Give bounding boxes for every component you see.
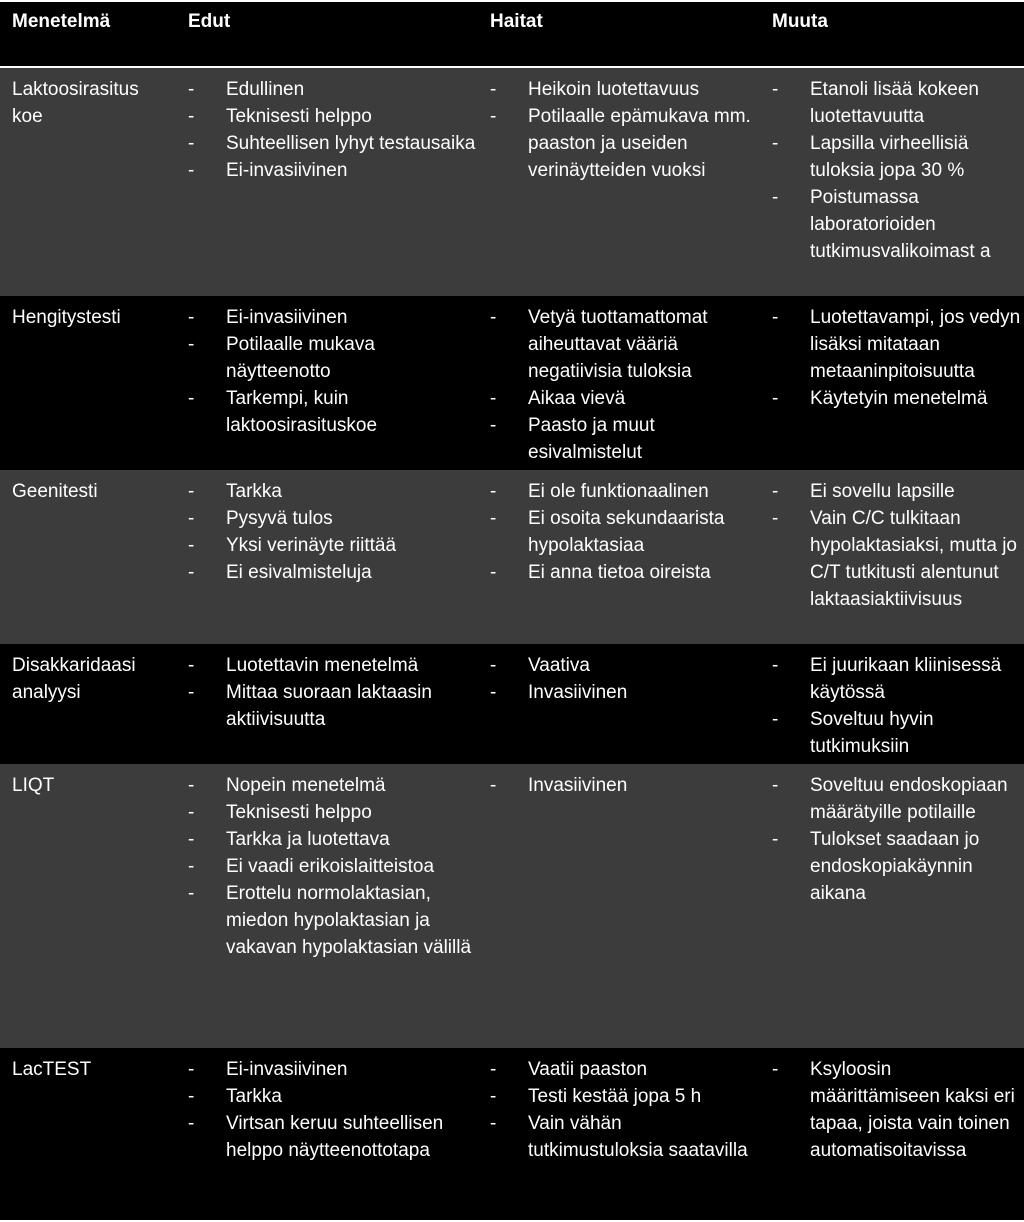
table-row (0, 1048, 1024, 1220)
list-item: - Poistumassa laboratorioiden tutkimusvalikoimast a (772, 187, 991, 262)
table-row (0, 68, 1024, 296)
cons-list (490, 76, 760, 184)
cons-list (490, 652, 760, 706)
list-item: - Ei-invasiivinen (188, 160, 348, 181)
list-item: - Tarkka (188, 1086, 282, 1107)
list-item: - Pysyvä tulos (188, 508, 333, 529)
pros-list (188, 772, 478, 961)
list-item: - Ei-invasiivinen (188, 1059, 348, 1080)
table-header (0, 2, 1024, 66)
cons-list (490, 478, 760, 586)
header-other: Muuta (772, 11, 828, 32)
list-item: - Vain C/C tulkitaan hypolaktasiaksi, mutta jo C/T tutkitusti alentunut laktaasiaktiivisuus (772, 508, 1017, 610)
list-item: - Ei anna tietoa oireista (490, 562, 711, 583)
list-item: - Soveltuu endoskopiaan määrätyille potilaille (772, 775, 1008, 823)
list-item: - Vaativa (490, 655, 590, 676)
pros-list (188, 76, 478, 184)
list-item: - Vain vähän tutkimustuloksia saatavilla (490, 1113, 748, 1161)
method-cell: Disakkaridaasi analyysi (12, 655, 136, 703)
other-list (772, 304, 1022, 412)
list-item: - Vaatii paaston (490, 1059, 648, 1080)
list-item: - Aikaa vievä (490, 388, 626, 409)
pros-list (188, 1056, 478, 1164)
other-list (772, 1056, 1022, 1164)
list-item: - Teknisesti helppo (188, 802, 372, 823)
list-item: - Ei ole funktionaalinen (490, 481, 709, 502)
other-list (772, 76, 1022, 265)
list-item: - Nopein menetelmä (188, 775, 386, 796)
method-cell: Geenitesti (12, 481, 98, 502)
list-item: - Lapsilla virheellisiä tuloksia jopa 30 % (772, 133, 969, 181)
list-item: - Suhteellisen lyhyt testausaika (188, 133, 476, 154)
pros-list (188, 304, 478, 439)
header-method: Menetelmä (12, 11, 111, 32)
list-item: - Tarkka ja luotettava (188, 829, 390, 850)
table-row (0, 764, 1024, 1048)
method-cell: Laktoosirasitus koe (12, 79, 139, 127)
list-item: - Erottelu normolaktasian, miedon hypolaktasian ja vakavan hypolaktasian välillä (188, 883, 472, 958)
list-item: - Käytetyin menetelmä (772, 388, 988, 409)
list-item: - Etanoli lisää kokeen luotettavuutta (772, 79, 979, 127)
list-item: - Yksi verinäyte riittää (188, 535, 397, 556)
cons-list (490, 1056, 760, 1164)
list-item: - Ei osoita sekundaarista hypolaktasiaa (490, 508, 725, 556)
list-item: - Testi kestää jopa 5 h (490, 1086, 702, 1107)
table-row (0, 470, 1024, 644)
cons-list (490, 304, 760, 466)
pros-list (188, 478, 478, 586)
list-item: - Paasto ja muut esivalmistelut (490, 415, 655, 463)
list-item: - Ei vaadi erikoislaitteistoa (188, 856, 435, 877)
cons-list (490, 772, 760, 799)
header-pros: Edut (188, 11, 231, 32)
list-item: - Edullinen (188, 79, 305, 100)
list-item: - Invasiivinen (490, 682, 628, 703)
list-item: - Vetyä tuottamattomat aiheuttavat vääriä negatiivisia tuloksia (490, 307, 708, 382)
list-item: - Ksyloosin määrittämiseen kaksi eri tapaa, joista vain toinen automatisoitavissa (772, 1059, 1015, 1161)
list-item: - Teknisesti helppo (188, 106, 372, 127)
other-list (772, 772, 1022, 907)
table-row (0, 296, 1024, 470)
list-item: - Ei-invasiivinen (188, 307, 348, 328)
list-item: - Mittaa suoraan laktaasin aktiivisuutta (188, 682, 432, 730)
method-cell: LIQT (12, 775, 55, 796)
other-list (772, 652, 1022, 760)
other-list (772, 478, 1022, 613)
table-row (0, 644, 1024, 764)
pros-list (188, 652, 478, 733)
list-item: - Ei sovellu lapsille (772, 481, 955, 502)
list-item: - Soveltuu hyvin tutkimuksiin (772, 709, 934, 757)
list-item: - Luotettavin menetelmä (188, 655, 419, 676)
list-item: - Potilaalle epämukava mm. paaston ja useiden verinäytteiden vuoksi (490, 106, 751, 181)
list-item: - Ei esivalmisteluja (188, 562, 372, 583)
list-item: - Tarkka (188, 481, 282, 502)
list-item: - Virtsan keruu suhteellisen helppo näytteenottotapa (188, 1113, 444, 1161)
list-item: - Invasiivinen (490, 775, 628, 796)
list-item: - Luotettavampi, jos vedyn lisäksi mitataan metaaninpitoisuutta (772, 307, 1021, 382)
method-cell: Hengitystesti (12, 307, 121, 328)
list-item: - Ei juurikaan kliinisessä käytössä (772, 655, 1002, 703)
list-item: - Tarkempi, kuin laktoosirasituskoe (188, 388, 378, 436)
method-cell: LacTEST (12, 1059, 92, 1080)
list-item: - Heikoin luotettavuus (490, 79, 700, 100)
header-cons: Haitat (490, 11, 543, 32)
list-item: - Tulokset saadaan jo endoskopiakäynnin aikana (772, 829, 980, 904)
list-item: - Potilaalle mukava näytteenotto (188, 334, 375, 382)
